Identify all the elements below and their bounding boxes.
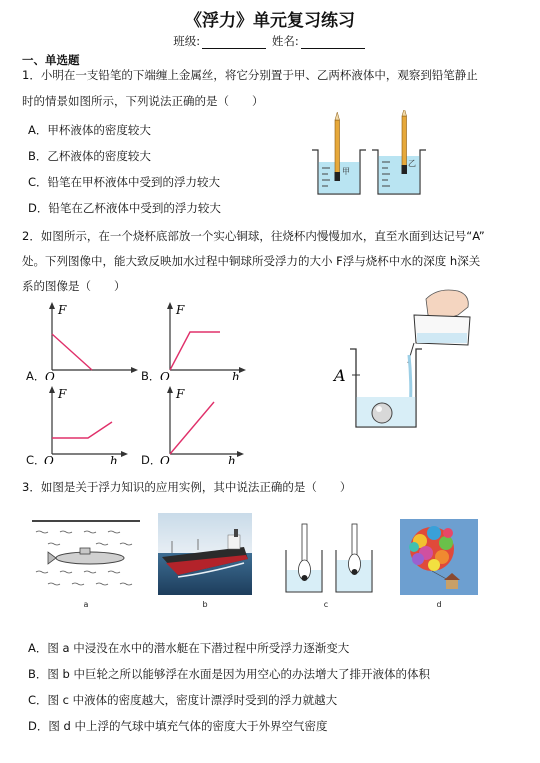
graph-d-yaxis: F	[176, 387, 185, 401]
submarine-icon	[48, 548, 124, 564]
graph-c-letter[interactable]: C．	[26, 453, 46, 467]
caption-d: d	[436, 600, 442, 609]
name-blank[interactable]	[301, 37, 365, 49]
figure-b-ship	[158, 513, 252, 595]
q2-line2: 处。下列图像中，能大致反映加水过程中铜球所受浮力的大小 F浮与烧杯中水的深度 h深关	[22, 254, 481, 268]
hydrometer-right	[336, 524, 372, 592]
q3-option-b[interactable]: B．图 b 中巨轮之所以能够浮在水面是因为用空心的办法增大了排开液体的体积	[28, 667, 430, 681]
graph-c-origin: O	[44, 454, 54, 464]
q2-beaker-figure	[330, 285, 480, 435]
q1-option-b[interactable]: B．乙杯液体的密度较大	[28, 149, 151, 163]
class-blank[interactable]	[202, 37, 266, 49]
graph-d[interactable]	[156, 384, 256, 464]
graph-c-yaxis: F	[58, 387, 67, 401]
graph-b-origin: O	[160, 370, 170, 380]
graph-b-letter[interactable]: B．	[141, 369, 161, 383]
graph-a-letter[interactable]: A．	[26, 369, 46, 383]
class-name-line	[0, 33, 540, 49]
graph-b-xaxis: h	[232, 370, 240, 380]
figure-c-hydrometers	[280, 520, 380, 596]
graph-b-yaxis: F	[176, 303, 185, 317]
graph-b[interactable]	[156, 300, 256, 380]
figure-d-balloon	[400, 519, 478, 595]
q2-line3: 系的图像是（ ）	[22, 279, 126, 293]
q1-option-a[interactable]: A．甲杯液体的密度较大	[28, 123, 151, 137]
label-jia: 甲	[342, 167, 350, 176]
q3-option-a[interactable]: A．图 a 中浸没在水中的潜水艇在下潜过程中所受浮力逐渐变大	[28, 641, 350, 655]
graph-c[interactable]	[40, 384, 140, 464]
q3-line1: 3．如图是关于浮力知识的应用实例，其中说法正确的是（ ）	[22, 480, 352, 494]
hydrometer-left	[286, 524, 322, 592]
q1-line1: 1．小明在一支铅笔的下端缠上金属丝，将它分别置于甲、乙两杯液体中，观察到铅笔静止	[22, 68, 478, 82]
name-label: 姓名:	[271, 34, 299, 48]
graph-d-xaxis: h	[228, 454, 236, 464]
graph-c-xaxis: h	[110, 454, 118, 464]
graph-a-origin: O	[45, 370, 55, 380]
page-title: 《浮力》单元复习练习	[185, 11, 355, 31]
graph-a-yaxis: F	[58, 303, 67, 317]
graph-d-origin: O	[160, 454, 170, 464]
beaker-yi	[372, 110, 426, 194]
label-yi: 乙	[408, 159, 416, 168]
graph-a[interactable]	[40, 300, 140, 380]
caption-a: a	[83, 600, 89, 609]
pouring-cup	[408, 315, 470, 363]
q1-beakers-figure	[308, 110, 428, 198]
q1-option-d[interactable]: D．铅笔在乙杯液体中受到的浮力较大	[28, 201, 221, 215]
copper-ball	[372, 403, 392, 423]
q1-line2: 时的情景如图所示，下列说法正确的是（ ）	[22, 94, 264, 108]
beaker-jia	[312, 112, 366, 194]
mark-a-label: A	[334, 366, 346, 385]
q2-line1: 2．如图所示，在一个烧杯底部放一个实心铜球，往烧杯内慢慢加水，直至水面到达记号“A”	[22, 229, 485, 243]
caption-b: b	[202, 600, 208, 609]
caption-c: c	[323, 600, 329, 609]
class-label: 班级:	[173, 34, 201, 48]
q3-option-c[interactable]: C．图 c 中液体的密度越大，密度计漂浮时受到的浮力就越大	[28, 693, 338, 707]
q3-option-d[interactable]: D．图 d 中上浮的气球中填充气体的密度大于外界空气密度	[28, 719, 328, 733]
q1-option-c[interactable]: C．铅笔在甲杯液体中受到的浮力较大	[28, 175, 221, 189]
graph-d-letter[interactable]: D．	[141, 453, 162, 467]
section-title: 一、单选题	[22, 53, 80, 67]
figure-a-submarine	[30, 518, 142, 598]
ball-highlight	[376, 406, 382, 412]
